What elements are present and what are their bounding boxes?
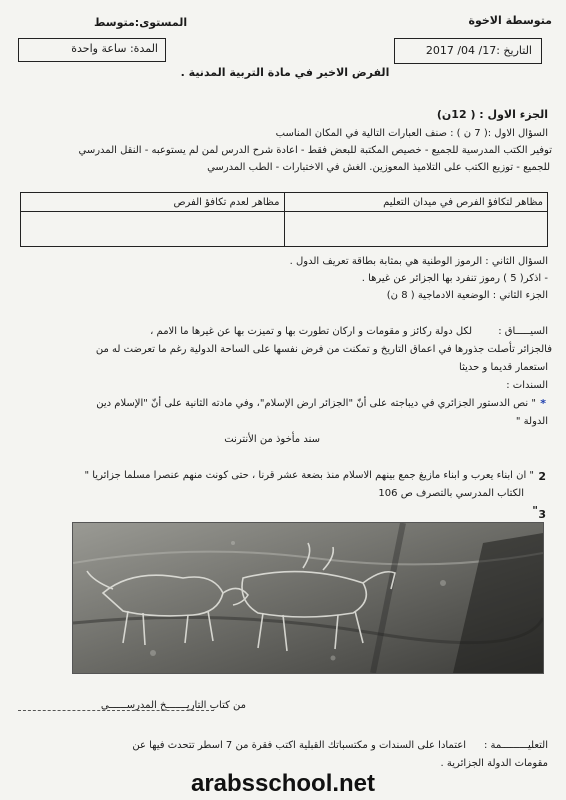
- classification-table: [20, 192, 548, 247]
- table-cell-unequal: [21, 212, 285, 247]
- table-cell-equal: [284, 212, 548, 247]
- site-watermark: arabsschool.net: [190, 770, 376, 797]
- school-name: متوسطة الاخوة: [468, 14, 552, 27]
- doc3-number: 3: [538, 508, 546, 521]
- doc3-quote: ": [532, 504, 538, 517]
- context-line2: فالجزائر تأصلت جذورها في اعماق التاريخ و تمكنت من فرض نفسها على الساحة الدولية رغم ما تعرضت له من: [95, 344, 552, 355]
- instruction-line2: مقومات الدولة الجزائرية .: [440, 758, 548, 769]
- duration-label: المدة: ساعة واحدة: [71, 42, 158, 55]
- table-header-equal: مظاهر لتكافؤ الفرص في ميدان التعليم: [284, 193, 548, 212]
- part1-title: الجزء الاول : ( 12ن): [436, 108, 548, 121]
- q1-title: السؤال الاول :( 7 ن ) : صنف العبارات التالية في المكان المناسب: [275, 128, 548, 139]
- doc1-line1: " نص الدستور الجزائري في ديباجته على أنّ "الجزائر ارض الإسلام"، وفي مادته الثانية على أنّ "الإسلام دين: [96, 398, 536, 409]
- caption-rule: [18, 710, 214, 711]
- q1-line1: توفير الكتب المدرسية للجميع - خصيص المكتبة للبعض فقط - اعادة شرح الدرس لمن لم يستوعبه - النقل المدرسي: [78, 145, 552, 156]
- doc2-source: الكتاب المدرسي بالتصرف ص 106: [378, 488, 524, 499]
- date-label: التاريخ :17/ 04/ 2017: [425, 44, 532, 57]
- doc1-bullet: *: [540, 397, 546, 410]
- context-line1: لكل دولة ركائز و مقومات و اركان تطورت بها و تميزت بها عن غيرها ما الامم ،: [150, 326, 472, 337]
- instruction-label: التعليـــــــــمة :: [483, 740, 548, 751]
- q2-title: السؤال الثاني : الرموز الوطنية هي بمثابة بطاقة تعريف الدول .: [289, 256, 548, 267]
- context-label: السيـــــاق :: [498, 326, 548, 337]
- rock-art-photo: [72, 522, 544, 674]
- doc1-line2: الدولة ": [515, 416, 548, 427]
- instruction-line1: اعتمادا على السندات و مكتسباتك القبلية اكتب فقرة من 7 اسطر تتحدث فيها عن: [132, 740, 466, 751]
- q2-line: - اذكر( 5 ) رموز تنفرد بها الجزائر عن غيرها .: [361, 273, 548, 284]
- context-line3: استعمار قديما و حديثا: [459, 362, 548, 373]
- sources-label: السندات :: [506, 380, 548, 391]
- part2-title: الجزء الثاني : الوضعية الادماجية ( 8 ن): [386, 290, 548, 301]
- doc2-line1: " ان ابناء يعرب و ابناء مازيغ جمع بينهم الاسلام منذ بضعة عشر قرنا ، حتى كونت منهم عنصرا مسلما جزائريا ": [84, 470, 534, 481]
- exam-title: الفرض الاخير في مادة التربية المدنية .: [180, 66, 390, 79]
- q1-line2: للجميع - توزيع الكتب على التلاميذ المعوزين. الغش في الاختبارات - الطب المدرسي: [207, 162, 550, 173]
- level-label: المستوى:متوسط: [94, 16, 188, 29]
- doc1-source: سند مأخوذ من الأنترنت: [224, 434, 320, 445]
- table-header-unequal: مظاهر لعدم تكافؤ الفرص: [21, 193, 285, 212]
- image-caption: من كتاب التاريـــــــخ المدرســــــي: [100, 700, 246, 711]
- doc2-number: 2: [538, 470, 546, 483]
